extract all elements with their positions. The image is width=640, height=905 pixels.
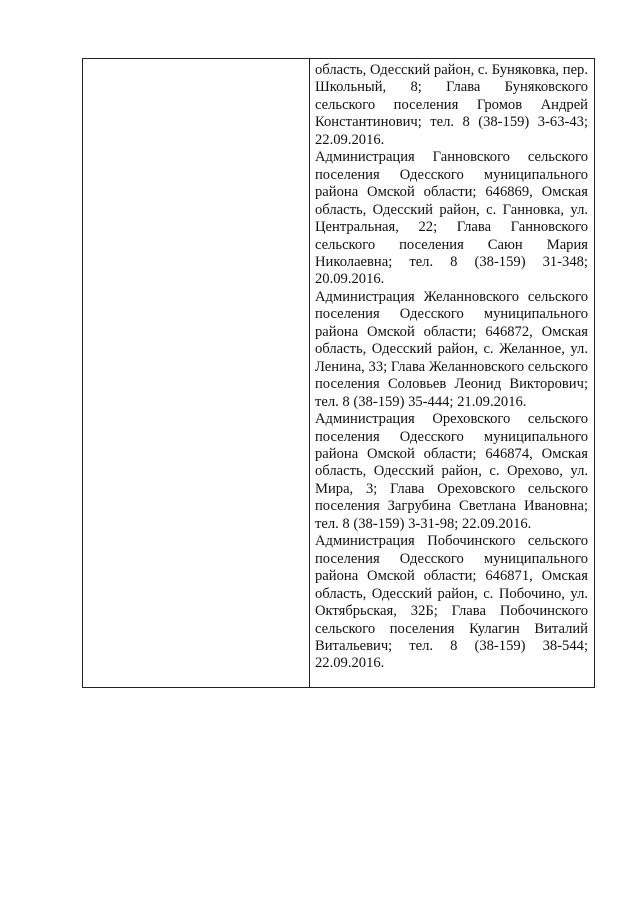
empty-left-cell (83, 59, 310, 687)
administrations-list-cell (310, 59, 594, 687)
entry-gannovka: Администрация Ганновского сельского поселения Одесского муниципального района Омской области; 646869, Омская область, Одесский район, с. Ганновка, ул. Центральная, 22; Глава Ганновского сельского поселения Саюн Мария Николаевна; тел. 8 (38-159) 31-348; 20.09.2016. (315, 149, 588, 288)
entry-zhelannoe: Администрация Желанновского сельского поселения Одесского муниципального района Омской области; 646872, Омская область, Одесский район, с. Желанное, ул. Ленина, 33; Глава Желанновского сельского поселения Соловьев Леонид Викторович; тел. 8 (38-159) 35-444; 21.09.2016. (315, 288, 588, 410)
entry-orekhovo: Администрация Ореховского сельского поселения Одесского муниципального района Омской области; 646874, Омская область, Одесский район, с. Орехово, ул. Мира, 3; Глава Ореховского сельского поселения Загрубина Светлана Ивановна; тел. 8 (38-159) 3-31-98; 22.09.2016. (315, 411, 588, 532)
entry-pobochino: Администрация Побочинского сельского поселения Одесского муниципального района Омской области; 646871, Омская область, Одесский район, с. Побочино, ул. Октябрьская, 32Б; Глава Побочинского сельского поселения Кулагин Виталий Витальевич; тел. 8 (38-159) 38-544; 22.09.2016. (315, 533, 588, 672)
entry-bunyakovka: область, Одесский район, с. Буняковка, пер. Школьный, 8; Глава Буняковского сельского поселения Громов Андрей Константинович; тел. 8 (38-159) 3-63-43; 22.09.2016. (315, 62, 588, 148)
document-table (82, 58, 595, 688)
